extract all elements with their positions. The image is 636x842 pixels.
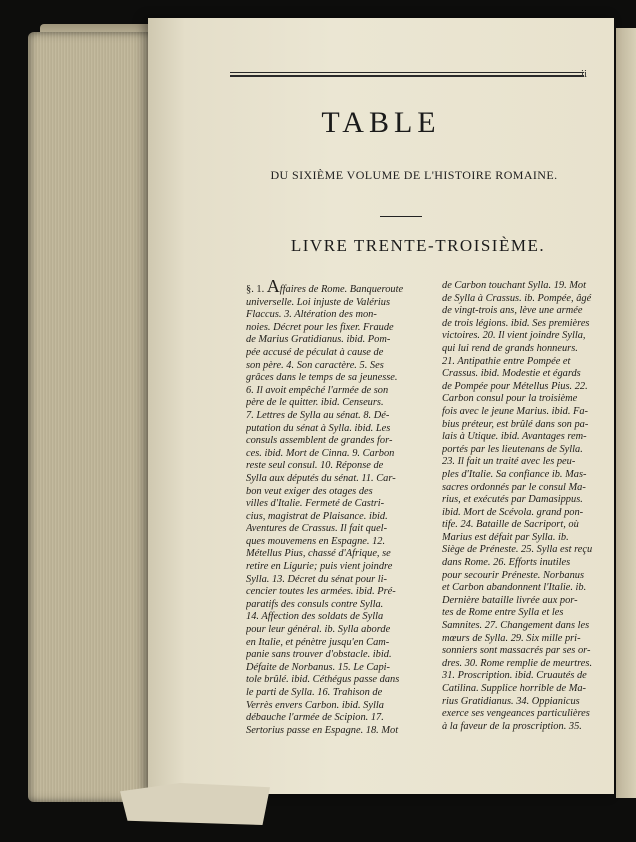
text-line: retire en Ligurie; puis vient joindre <box>246 561 393 573</box>
text-line: de trois légions. ibid. Ses premières <box>442 317 590 329</box>
text-line: 31. Proscription. ibid. Cruautés de <box>442 670 587 682</box>
text-line: en Italie, et pénètre jusqu'en Cam- <box>246 636 390 648</box>
text-line: pour leur général. ib. Sylla aborde <box>246 624 391 636</box>
book-page-edges <box>28 32 158 802</box>
open-book <box>20 18 620 808</box>
text-line: exerce ses vengeances particulières <box>442 708 590 720</box>
text-line: pée accusé de péculat à cause de <box>246 346 384 358</box>
text-line: portés par les lieutenans de Sylla. <box>442 443 583 455</box>
text-line: Flaccus. 3. Altération des mon- <box>246 309 377 321</box>
text-line: mœurs de Sylla. 29. Six mille pri- <box>442 632 581 644</box>
text-line: 23. Il fait un traité avec les peu- <box>442 456 576 468</box>
text-line: à la faveur de la proscription. 35. <box>442 720 582 732</box>
text-line: consuls assemblent de grandes for- <box>246 435 393 447</box>
text-line: de Sylla à Crassus. ib. Pompée, âgé <box>442 292 592 304</box>
text-line: qui lui rend de grands honneurs. <box>442 342 578 354</box>
text-line: de vingt-trois ans, lève une armée <box>442 305 583 317</box>
text-line: le parti de Sylla. 16. Trahison de <box>246 687 383 698</box>
right-text-column <box>442 280 622 733</box>
text-line: débauche l'armée de Scipion. 17. <box>246 712 384 724</box>
header-rule-thick <box>230 75 584 77</box>
text-line: Métellus Pius, chassé d'Afrique, se <box>246 548 391 560</box>
page-marker: ii <box>581 68 588 80</box>
text-line: 6. Il avoit empêché l'armée de son <box>246 384 389 396</box>
text-line: Samnites. 27. Changement dans les <box>442 620 590 632</box>
page-subtitle: DU SIXIÈME VOLUME DE L'HISTOIRE ROMAINE. <box>270 168 558 182</box>
text-line: grâces dans le temps de sa jeunesse. <box>246 372 398 384</box>
text-line: 14. Affection des soldats de Sylla <box>246 611 384 623</box>
text-line: lais à Utique. ibid. Avantages rem- <box>442 431 587 443</box>
text-line: et Carbon abandonnent l'Italie. ib. <box>442 582 587 594</box>
page-title: TABLE <box>321 106 441 139</box>
left-text-column <box>246 280 426 737</box>
drop-initial: A <box>266 280 280 296</box>
section-mark: §. 1. <box>246 284 267 295</box>
text-line: tes de Rome entre Sylla et les <box>442 607 564 619</box>
text-line: de Pompée pour Métellus Pius. 22. <box>442 380 588 392</box>
text-line: ques mouvemens en Espagne. 12. <box>246 535 386 547</box>
text-line: rius, et exécutés par Damasippus. <box>442 494 583 506</box>
text-line: panie sans trouver d'obstacle. ibid. <box>246 649 392 661</box>
text-line: Sylla. 13. Décret du sénat pour li- <box>246 573 388 585</box>
text-line: Siège de Préneste. 25. Sylla est reçu <box>442 544 593 556</box>
text-line: tole brûlé. ibid. Céthégus passe dans <box>246 674 400 686</box>
text-line: pour secourir Préneste. Norbanus <box>442 569 584 581</box>
text-line: de Carbon touchant Sylla. 19. Mot <box>442 280 587 291</box>
paper-scrap <box>120 783 270 825</box>
text-line: fois avec le jeune Marius. ibid. Fa- <box>442 405 589 417</box>
text-line: sonniers sont massacrés par ses or- <box>442 645 591 657</box>
text-line: père de le quitter. ibid. Censeurs. <box>246 397 384 409</box>
text-line: bon veut exiger des otages des <box>246 485 373 497</box>
text-line: Défaite de Norbanus. 15. Le Capi- <box>246 661 391 673</box>
divider <box>380 216 422 217</box>
text-line: reste seul consul. 10. Réponse de <box>246 460 384 472</box>
text-line: Marius est défait par Sylla. ib. <box>442 531 569 543</box>
text-line: victoires. 20. Il vient joindre Sylla, <box>442 330 586 342</box>
text-line: 21. Antipathie entre Pompée et <box>442 355 571 367</box>
text-line: son père. 4. Son caractère. 5. Ses <box>246 359 384 371</box>
text-line-content: ffaires de Rome. Banqueroute <box>279 284 404 295</box>
text-line: noies. Décret pour les fixer. Fraude <box>246 321 394 333</box>
text-line: de Marius Gratidianus. ibid. Pom- <box>246 334 391 346</box>
text-line: rius Gratidianus. 34. Oppianicus <box>442 695 580 707</box>
text-line: paratifs des consuls contre Sylla. <box>246 598 384 610</box>
text-line: Sylla aux députés du sénat. 11. Car- <box>246 472 396 484</box>
text-line: tife. 24. Bataille de Sacriport, où <box>442 519 579 531</box>
text-line: sacres ordonnés par le consul Ma- <box>442 481 586 493</box>
text-line: Sertorius passe en Espagne. 18. Mot <box>246 724 399 736</box>
text-line: Aventures de Crassus. Il fait quel- <box>246 523 388 535</box>
page <box>148 18 614 794</box>
text-line: Crassus. ibid. Modestie et égards <box>442 368 581 380</box>
text-line: ples d'Italie. Sa confiance ib. Mas- <box>442 468 587 480</box>
text-line: dans Rome. 26. Efforts inutiles <box>442 557 571 569</box>
text-line: ibid. Mort de Scévola. grand pon- <box>442 506 584 518</box>
text-line: 7. Lettres de Sylla au sénat. 8. Dé- <box>246 409 390 421</box>
header-rule-thin <box>230 72 584 73</box>
text-line: cencier toutes les armées. ibid. Pré- <box>246 586 396 598</box>
text-line: bius préteur, est brûlé dans son pa- <box>442 418 589 430</box>
book-heading: LIVRE TRENTE-TROISIÈME. <box>290 236 546 255</box>
text-line: cius, magistrat de Plaisance. ibid. <box>246 510 388 522</box>
text-line: Catilina. Supplice horrible de Ma- <box>442 683 587 694</box>
text-line: ces. ibid. Mort de Cinna. 9. Carbon <box>246 447 395 459</box>
text-line: dres. 30. Rome remplie de meurtres. <box>442 657 593 669</box>
text-line: universelle. Loi injuste de Valérius <box>246 296 391 308</box>
text-line: Dernière bataille livrée aux por- <box>442 594 578 606</box>
text-line: putation du sénat à Sylla. ibid. Les <box>246 422 391 434</box>
text-line: Verrès envers Carbon. ibid. Sylla <box>246 699 384 711</box>
text-line <box>246 280 426 297</box>
text-line: Carbon consul pour la troisième <box>442 393 578 405</box>
text-line: villes d'Italie. Fermeté de Castri- <box>246 498 385 510</box>
